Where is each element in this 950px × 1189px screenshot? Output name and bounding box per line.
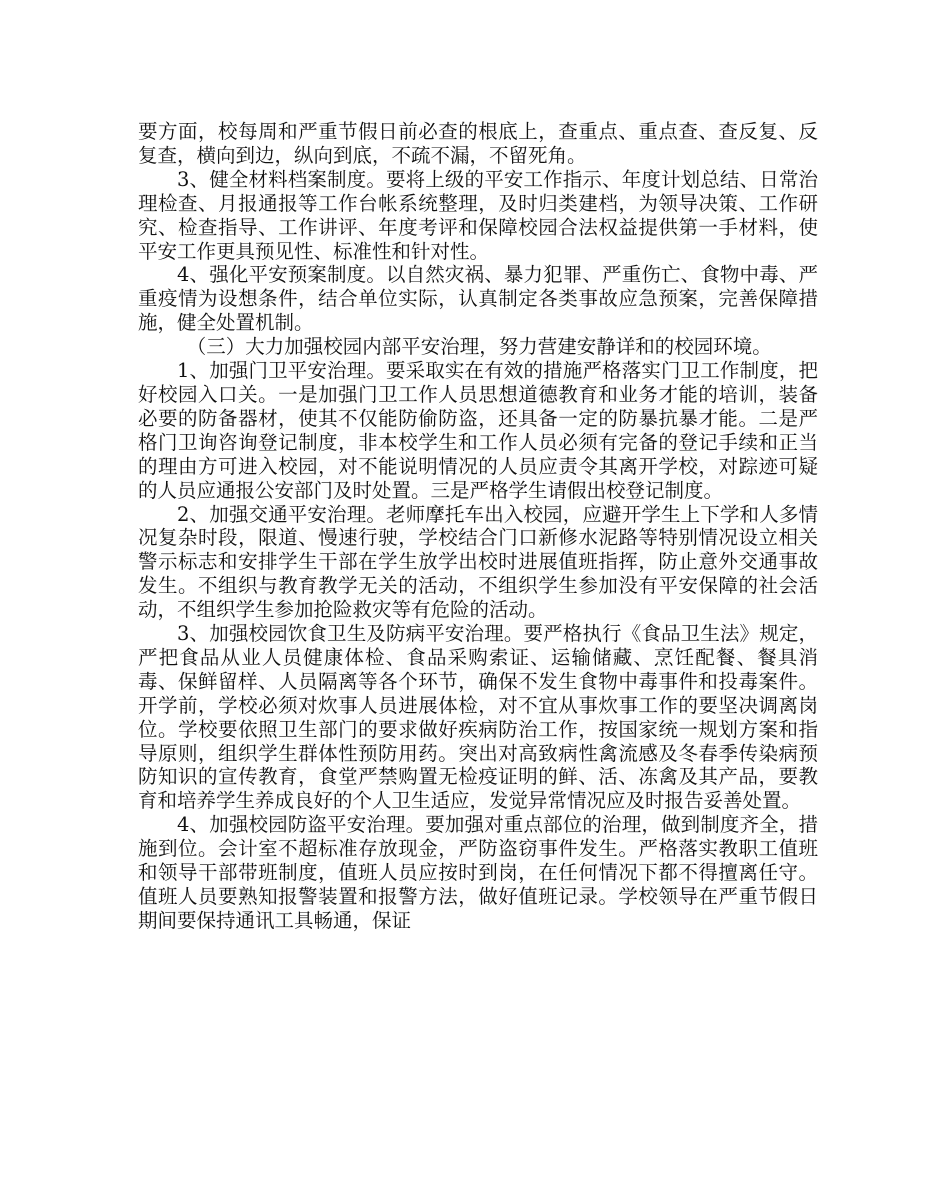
paragraph-gate-security: 1、加强门卫平安治理。要采取实在有效的措施严格落实门卫工作制度，把好校园入口关。一是加强门卫工作人员思想道德教育和业务才能的培训，装备必要的防备器材，使其不仅能防偷防盗，还具备一定的防暴抗暴才能。二是严格门卫询咨询登记制度，非本校学生和工作人员必须有完备的登记手续和正当的理由方可进入校园，对不能说明情况的人员应责令其离开学校，对踪迹可疑的人员应通报公安部门及时处置。三是严格学生请假出校登记制度。 xyxy=(138,359,818,502)
paragraph-contingency-plan: 4、强化平安预案制度。以自然灾祸、暴力犯罪、严重伤亡、食物中毒、严重疫情为设想条件，结合单位实际，认真制定各类事故应急预案，完善保障措施，健全处置机制。 xyxy=(138,263,818,335)
paragraph-archive-system: 3、健全材料档案制度。要将上级的平安工作指示、年度计划总结、日常治理检查、月报通报等工作台帐系统整理，及时归类建档，为领导决策、工作研究、检查指导、工作讲评、年度考评和保障校园合法权益提供第一手材料，使平安工作更具预见性、标准性和针对性。 xyxy=(138,167,818,263)
paragraph-theft-prevention: 4、加强校园防盗平安治理。要加强对重点部位的治理，做到制度齐全，措施到位。会计室不超标准存放现金，严防盗窃事件发生。严格落实教职工值班和领导干部带班制度，值班人员应按时到岗，在任何情况下都不得擅离任守。值班人员要熟知报警装置和报警方法，做好值班记录。学校领导在严重节假日期间要保持通讯工具畅通，保证 xyxy=(138,813,818,932)
section-heading-campus-safety: （三）大力加强校园内部平安治理，努力营建安静详和的校园环境。 xyxy=(186,335,772,359)
paragraph-traffic-safety: 2、加强交通平安治理。老师摩托车出入校园，应避开学生上下学和人多情况复杂时段，限道、慢速行驶，学校结合门口新修水泥路等特别情况设立相关警示标志和安排学生干部在学生放学出校时进展值班指挥，防止意外交通事故发生。不组织与教育教学无关的活动，不组织学生参加没有平安保障的社会活动，不组织学生参加抢险救灾等有危险的活动。 xyxy=(138,502,818,622)
paragraph-continuation: 要方面，校每周和严重节假日前必查的根底上，查重点、重点查、查反复、反复查，横向到边，纵向到底，不疏不漏，不留死角。 xyxy=(138,120,818,167)
paragraph-food-hygiene: 3、加强校园饮食卫生及防病平安治理。要严格执行《食品卫生法》规定，严把食品从业人员健康体检、食品采购索证、运输储藏、烹饪配餐、餐具消毒、保鲜留样、人员隔离等各个环节，确保不发生食物中毒事件和投毒案件。开学前，学校必须对炊事人员进展体检，对不宜从事炊事工作的要坚决调离岗位。学校要依照卫生部门的要求做好疾病防治工作，按国家统一规划方案和指导原则，组织学生群体性预防用药。突出对高致病性禽流感及冬春季传染病预防知识的宣传教育，食堂严禁购置无检疫证明的鲜、活、冻禽及其产品，要教育和培养学生养成良好的个人卫生适应，发觉异常情况应及时报告妥善处置。 xyxy=(138,622,818,813)
document-body xyxy=(138,120,818,933)
